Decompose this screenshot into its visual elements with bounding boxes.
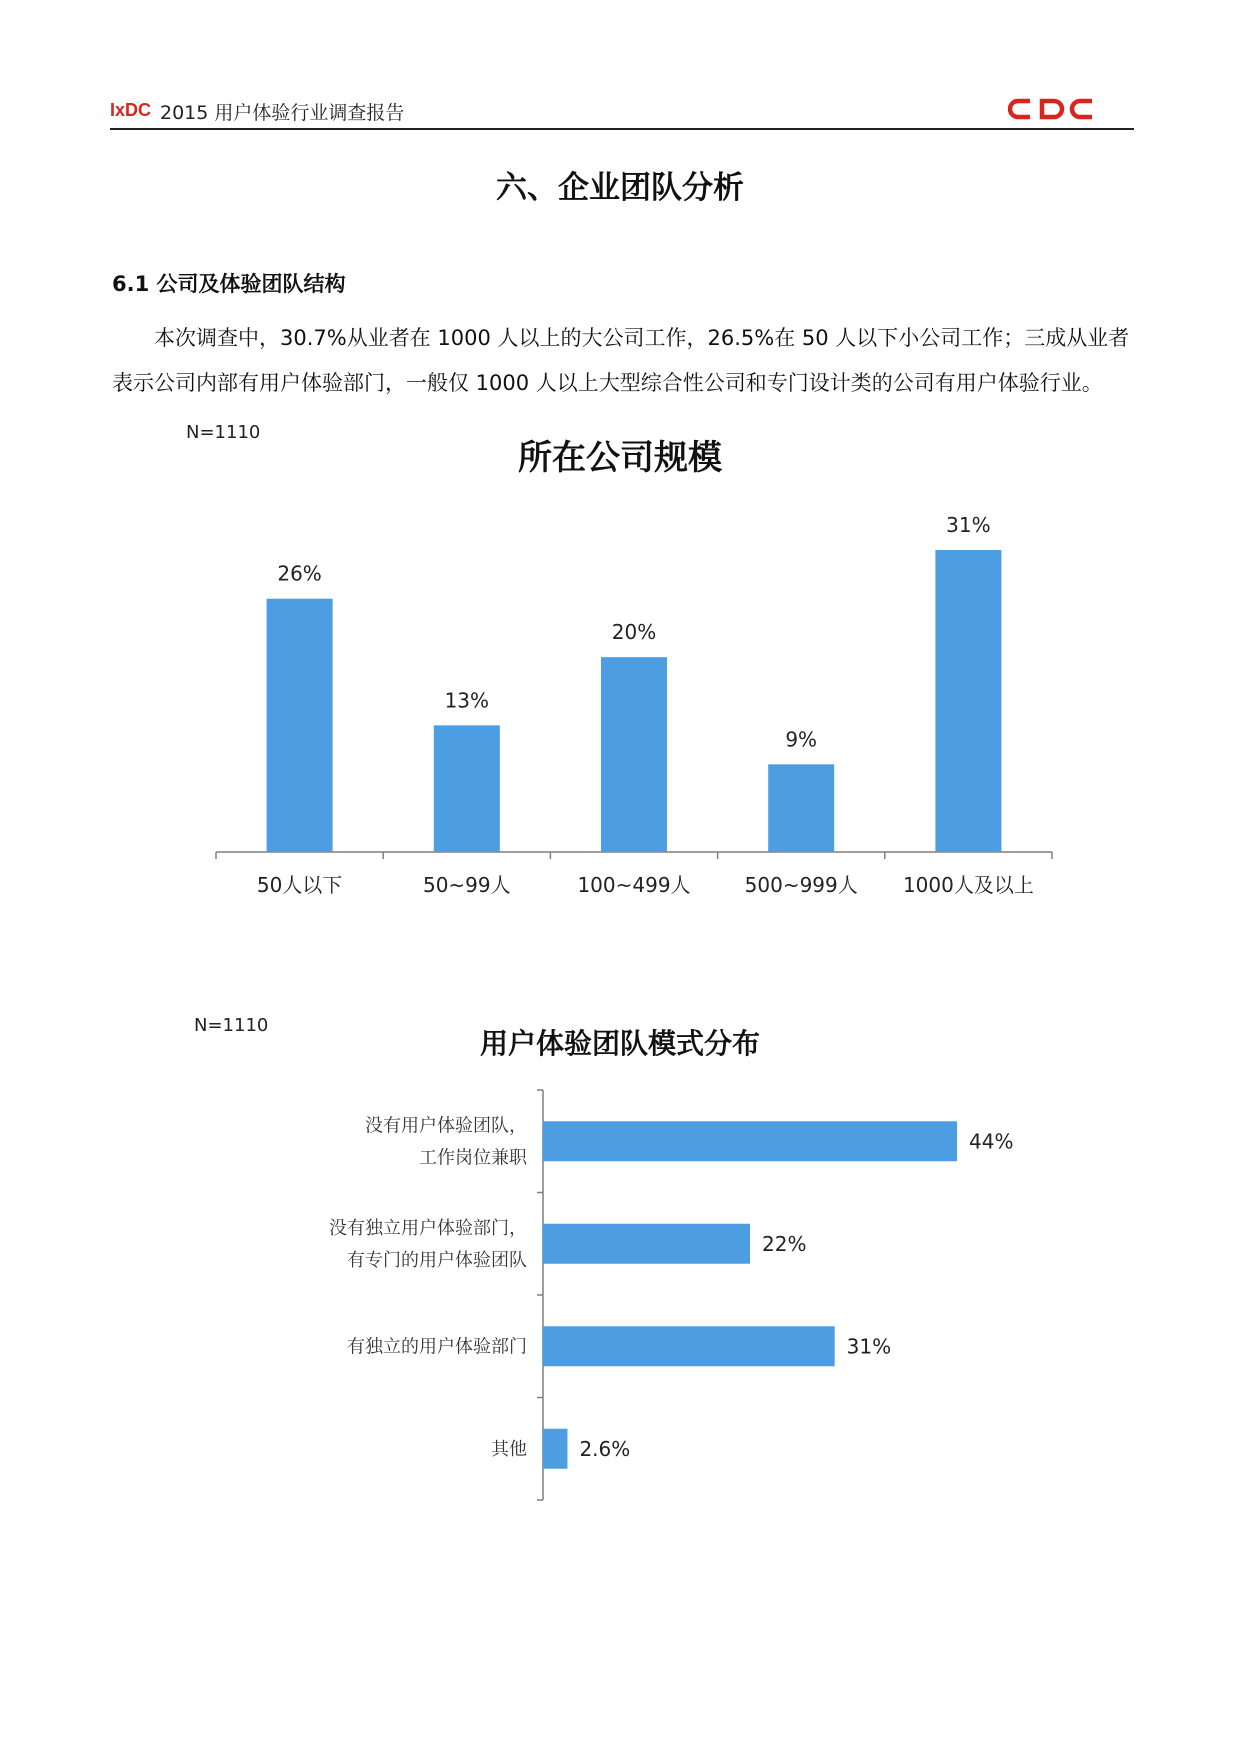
sample-size-label: N=1110 [186, 422, 261, 443]
x-tick-label: 500~999人 [744, 873, 858, 897]
x-tick-label: 1000人及以上 [902, 873, 1034, 897]
data-label: 22% [762, 1231, 807, 1256]
bar [543, 1121, 957, 1161]
data-label: 13% [444, 688, 490, 713]
data-label: 31% [846, 1334, 892, 1359]
y-tick-label: 有独立的用户体验部门 [347, 1336, 527, 1358]
y-tick-label: 有专门的用户体验团队 [347, 1249, 527, 1271]
y-tick-label: 其他 [491, 1438, 527, 1460]
bar [543, 1429, 567, 1469]
subsection-title: 6.1 公司及体验团队结构 [112, 272, 346, 296]
data-label: 26% [277, 561, 322, 586]
bar [543, 1224, 750, 1264]
ixdc-logo: IxDC [110, 100, 152, 120]
body-paragraph: 本次调查中，30.7%从业者在 1000 人以上的大公司工作，26.5%在 50 人以下小公司工作；三成从业者表示公司内部有用户体验部门，一般仅 1000 人以上大型综合性公司和专门设计类的公司有用户体验行业。 [112, 326, 1130, 395]
section-title: 六、企业团队分析 [496, 170, 744, 206]
data-label: 9% [785, 727, 818, 752]
chart-title: 所在公司规模 [518, 438, 722, 478]
y-tick-label: 没有用户体验团队， [365, 1115, 527, 1137]
x-tick-label: 50人以下 [256, 873, 343, 897]
x-tick-label: 50~99人 [422, 873, 511, 897]
chart-title: 用户体验团队模式分布 [479, 1027, 760, 1060]
y-tick-label: 没有独立用户体验部门， [329, 1217, 527, 1239]
bar [543, 1326, 835, 1366]
data-label: 2.6% [579, 1436, 631, 1461]
data-label: 20% [611, 620, 657, 645]
data-label: 31% [946, 513, 991, 537]
report-title: 2015 用户体验行业调查报告 [160, 102, 405, 124]
sample-size-label: N=1110 [194, 1015, 269, 1036]
y-tick-label: 工作岗位兼职 [419, 1147, 527, 1169]
data-label: 44% [969, 1129, 1014, 1154]
x-tick-label: 100~499人 [577, 873, 691, 897]
